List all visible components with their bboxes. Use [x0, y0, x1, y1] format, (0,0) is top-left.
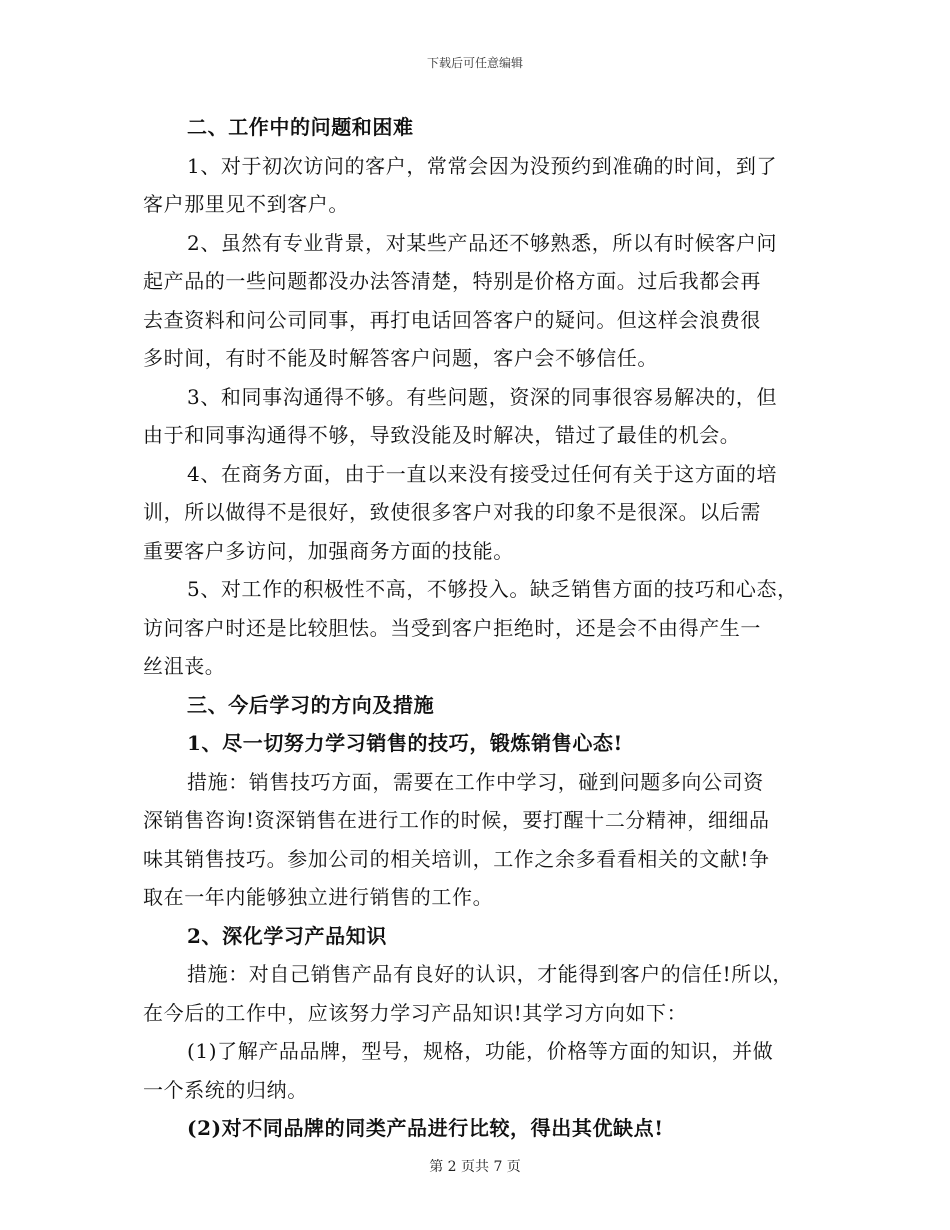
paragraph-line: 深销售咨询!资深销售在进行工作的时候，要打醒十二分精神，细细品 [143, 808, 770, 832]
document-body [143, 108, 813, 1148]
paragraph-line: 由于和同事沟通得不够，导致没能及时解决，错过了最佳的机会。 [143, 423, 741, 447]
paragraph-line: 在今后的工作中，应该努力学习产品知识!其学习方向如下： [143, 1000, 688, 1025]
paragraph-line: 1、对于初次访问的客户，常常会因为没预约到准确的时间，到了 [187, 153, 778, 178]
paragraph-line: 4、在商务方面，由于一直以来没有接受过任何有关于这方面的培 [187, 461, 778, 486]
paragraph-line: 味其销售技巧。参加公司的相关培训，工作之余多看看相关的文献!争 [143, 846, 770, 871]
paragraph-line: 去查资料和问公司同事，再打电话回答客户的疑问。但这样会浪费很 [143, 307, 761, 332]
paragraph-line: 2、虽然有专业背景，对某些产品还不够熟悉，所以有时候客户问 [187, 230, 778, 255]
paragraph-line: 丝沮丧。 [143, 654, 226, 678]
paragraph-line: 训，所以做得不是很好，致使很多客户对我的印象不是很深。以后需 [143, 500, 761, 524]
paragraph-line: 起产品的一些问题都没办法答清楚，特别是价格方面。过后我都会再 [143, 269, 761, 293]
paragraph-line: 3、和同事沟通得不够。有些问题，资深的同事很容易解决的，但 [187, 384, 778, 409]
paragraph-line: 多时间，有时不能及时解答客户问题，客户会不够信任。 [143, 346, 658, 370]
subheading-sales-skills: 1、尽一切努力学习销售的技巧，锻炼销售心态! [187, 731, 623, 755]
paragraph-line: 取在一年内能够独立进行销售的工作。 [143, 885, 494, 909]
subheading-product-knowledge: 2、深化学习产品知识 [187, 923, 387, 948]
paragraph-line: 措施：对自己销售产品有良好的认识，才能得到客户的信任!所以， [187, 962, 794, 986]
page-number: 第 2 页共 7 页 [429, 1159, 521, 1175]
list-item-compare-brands: (2)对不同品牌的同类产品进行比较，得出其优缺点! [187, 1116, 664, 1140]
paragraph-line: 客户那里见不到客户。 [143, 192, 349, 216]
paragraph-line: 一个系统的归纳。 [143, 1077, 308, 1102]
header-note: 下载后可任意编辑 [426, 56, 523, 70]
paragraph-line: 重要客户多访问，加强商务方面的技能。 [143, 538, 514, 563]
section-heading-plan: 三、今后学习的方向及措施 [187, 692, 435, 717]
section-heading-problems: 二、工作中的问题和困难 [187, 115, 414, 139]
paragraph-line: (1)了解产品品牌，型号，规格，功能，价格等方面的知识，并做 [187, 1039, 774, 1063]
paragraph-line: 5、对工作的积极性不高，不够投入。缺乏销售方面的技巧和心态， [187, 577, 798, 601]
paragraph-line: 措施：销售技巧方面，需要在工作中学习，碰到问题多向公司资 [187, 769, 764, 794]
paragraph-line: 访问客户时还是比较胆怯。当受到客户拒绝时，还是会不由得产生一 [143, 615, 761, 640]
